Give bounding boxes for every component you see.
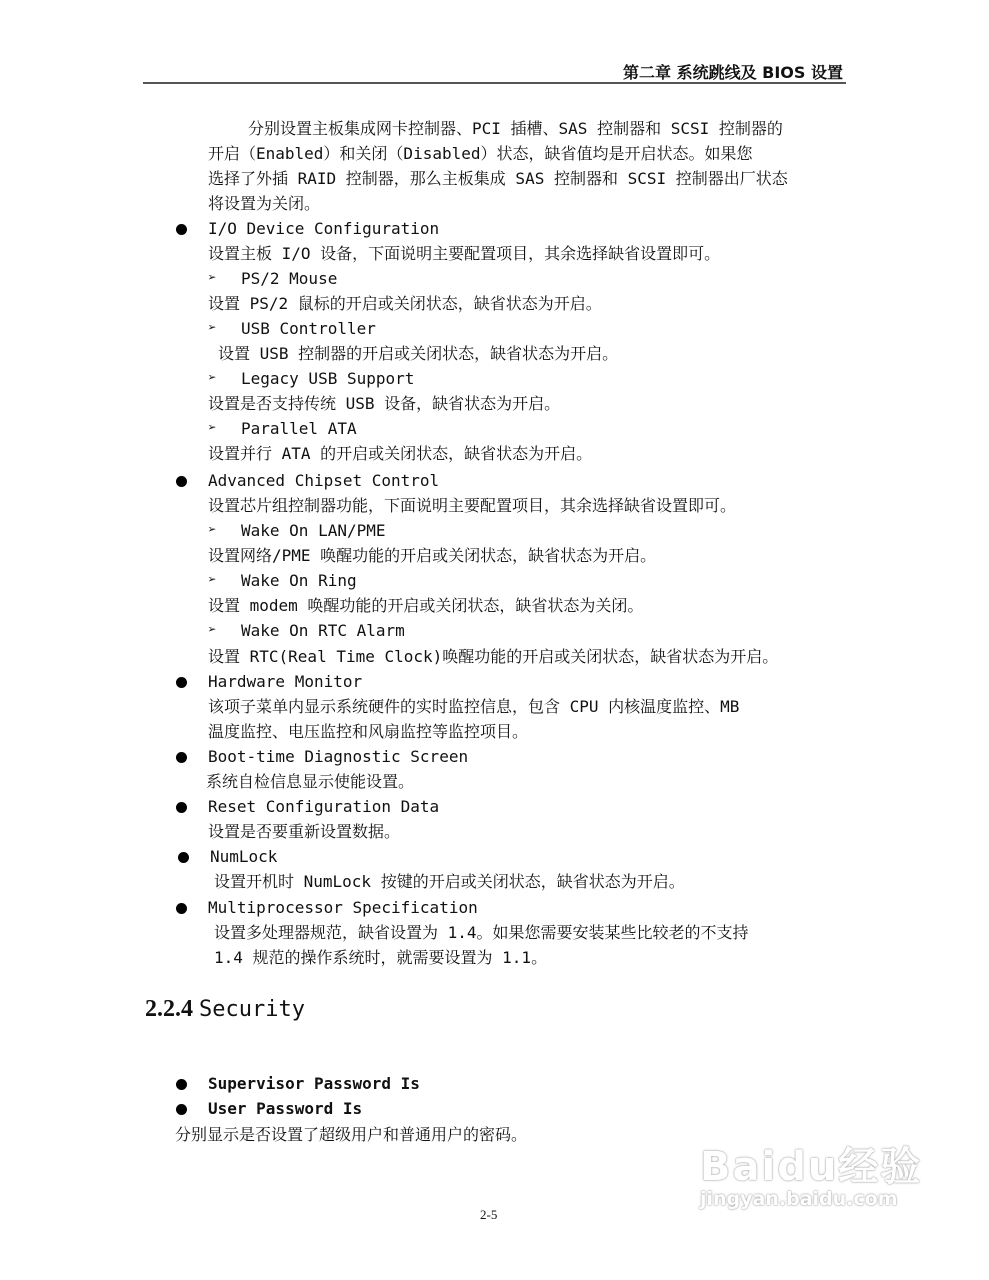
item-desc: 系统自检信息显示使能设置。 [206, 772, 415, 791]
chapter-header: 第二章 系统跳线及 BIOS 设置 [623, 63, 843, 82]
item-desc: 设置芯片组控制器功能，下面说明主要配置项目，其余选择缺省设置即可。 [208, 496, 737, 515]
subitem-desc: 设置 modem 唤醒功能的开启或关闭状态，缺省状态为关闭。 [208, 596, 644, 615]
item-title: Supervisor Password Is [208, 1074, 420, 1093]
subitem-title: Legacy USB Support [241, 369, 415, 388]
subitem-desc: 设置并行 ATA 的开启或关闭状态，缺省状态为开启。 [208, 444, 593, 463]
item-desc: 1.4 规范的操作系统时，就需要设置为 1.1。 [214, 948, 548, 967]
arrow-bullet-icon: ➢ [208, 320, 217, 336]
arrow-bullet-icon: ➢ [208, 420, 217, 436]
bullet-icon [178, 852, 189, 863]
subitem-title: USB Controller [241, 319, 376, 338]
arrow-bullet-icon: ➢ [208, 270, 217, 286]
item-desc: 该项子菜单内显示系统硬件的实时监控信息，包含 CPU 内核温度监控、MB [208, 697, 740, 716]
bullet-icon [176, 476, 187, 487]
item-desc: 设置多处理器规范，缺省设置为 1.4。如果您需要安装某些比较老的不支持 [214, 923, 749, 942]
item-title: Advanced Chipset Control [208, 471, 440, 490]
item-title: I/O Device Configuration [208, 219, 440, 238]
subitem-desc: 设置 USB 控制器的开启或关闭状态，缺省状态为开启。 [218, 344, 619, 363]
bullet-icon [176, 903, 187, 914]
subitem-title: Wake On RTC Alarm [241, 621, 405, 640]
section-title: Security [199, 997, 305, 1022]
item-title: Hardware Monitor [208, 672, 363, 691]
bullet-icon [176, 1104, 187, 1115]
intro-line: 开启（Enabled）和关闭（Disabled）状态，缺省值均是开启状态。如果您 [208, 144, 753, 163]
intro-line: 分别设置主板集成网卡控制器、PCI 插槽、SAS 控制器和 SCSI 控制器的 [248, 119, 783, 138]
arrow-bullet-icon: ➢ [208, 522, 217, 538]
item-desc: 温度监控、电压监控和风扇监控等监控项目。 [208, 722, 529, 741]
watermark-logo: Baidu经验 [700, 1144, 923, 1190]
arrow-bullet-icon: ➢ [208, 370, 217, 386]
subitem-desc: 设置 RTC(Real Time Clock)唤醒功能的开启或关闭状态，缺省状态为开启。 [208, 647, 779, 666]
arrow-bullet-icon: ➢ [208, 622, 217, 638]
subitem-title: Wake On LAN/PME [241, 521, 386, 540]
bullet-icon [176, 677, 187, 688]
item-desc: 设置开机时 NumLock 按键的开启或关闭状态，缺省状态为开启。 [214, 872, 685, 891]
item-title: Reset Configuration Data [208, 797, 440, 816]
item-title: Boot-time Diagnostic Screen [208, 747, 469, 766]
intro-line: 选择了外插 RAID 控制器，那么主板集成 SAS 控制器和 SCSI 控制器出厂状态 [208, 169, 788, 188]
subitem-desc: 设置 PS/2 鼠标的开启或关闭状态，缺省状态为开启。 [208, 294, 602, 313]
item-desc: 设置是否要重新设置数据。 [208, 822, 401, 841]
subitem-title: Parallel ATA [241, 419, 357, 438]
bullet-icon [176, 1079, 187, 1090]
item-title: Multiprocessor Specification [208, 898, 478, 917]
item-title: User Password Is [208, 1099, 363, 1118]
item-title: NumLock [210, 847, 278, 866]
arrow-bullet-icon: ➢ [208, 572, 217, 588]
bullet-icon [176, 802, 187, 813]
bullet-icon [176, 224, 187, 235]
subitem-title: Wake On Ring [241, 571, 357, 590]
section-number: 2.2.4 [145, 996, 193, 1022]
item-desc: 设置主板 I/O 设备，下面说明主要配置项目，其余选择缺省设置即可。 [208, 244, 721, 263]
baidu-watermark [700, 1135, 922, 1210]
subitem-desc: 设置是否支持传统 USB 设备，缺省状态为开启。 [208, 394, 561, 413]
subitem-title: PS/2 Mouse [241, 269, 338, 288]
watermark-url: jingyan.baidu.com [700, 1188, 898, 1210]
page-number: 2-5 [480, 1207, 498, 1222]
subitem-desc: 设置网络/PME 唤醒功能的开启或关闭状态，缺省状态为开启。 [208, 546, 657, 565]
bullet-icon [176, 752, 187, 763]
header-rule [143, 82, 846, 84]
item-desc: 分别显示是否设置了超级用户和普通用户的密码。 [175, 1125, 528, 1144]
section-heading [145, 996, 305, 1023]
intro-line: 将设置为关闭。 [208, 194, 321, 213]
